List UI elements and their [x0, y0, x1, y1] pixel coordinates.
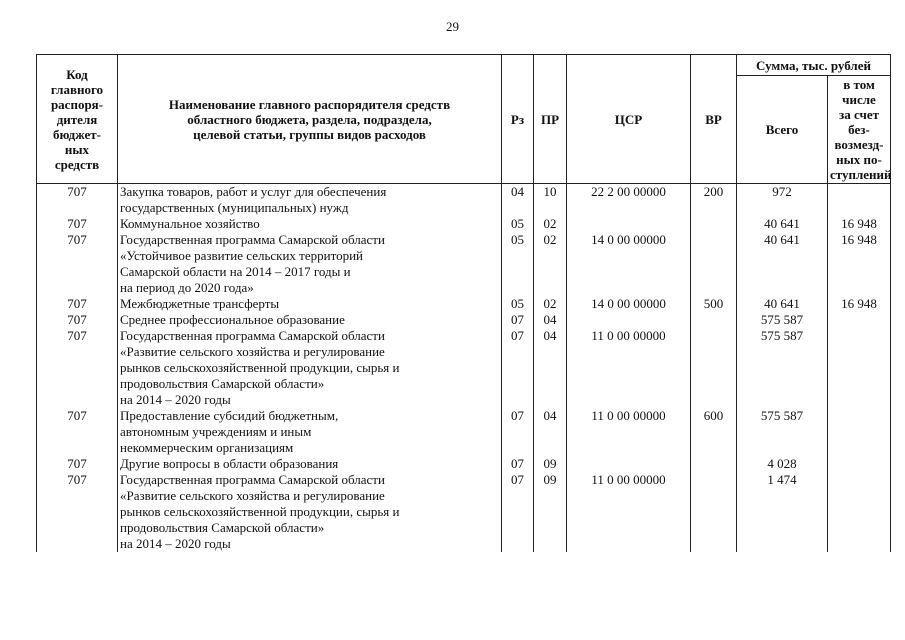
cell-pr: 04	[534, 312, 567, 328]
cell-rz: 07	[502, 328, 534, 408]
cell-grants	[828, 408, 891, 456]
table-row	[37, 408, 891, 456]
header-csr: ЦСР	[567, 55, 691, 184]
header-vr: ВР	[691, 55, 737, 184]
header-pr: ПР	[534, 55, 567, 184]
table-row	[37, 216, 891, 232]
cell-rz: 05	[502, 296, 534, 312]
cell-rz: 07	[502, 456, 534, 472]
cell-pr: 10	[534, 184, 567, 217]
cell-name-line: Предоставление субсидий бюджетным,	[120, 408, 339, 423]
header-sum: Сумма, тыс. рублей	[737, 55, 891, 76]
cell-name-line: на 2014 – 2020 годы	[120, 392, 231, 407]
cell-pr: 09	[534, 472, 567, 552]
cell-pr: 02	[534, 216, 567, 232]
cell-code: 707	[37, 312, 118, 328]
cell-vr	[691, 312, 737, 328]
cell-name	[118, 328, 502, 408]
cell-rz: 07	[502, 472, 534, 552]
cell-total: 972	[737, 184, 828, 217]
cell-name-line: Среднее профессиональное образование	[120, 312, 345, 327]
cell-total: 1 474	[737, 472, 828, 552]
cell-rz: 07	[502, 408, 534, 456]
cell-rz: 04	[502, 184, 534, 217]
cell-name-line: некоммерческим организациям	[120, 440, 294, 455]
cell-name	[118, 408, 502, 456]
header-name: Наименование главного распорядителя средств областного бюджета, раздела, подраздела, целевой статьи, группы видов расходов	[118, 55, 502, 184]
cell-name-line: Закупка товаров, работ и услуг для обеспечения	[120, 184, 387, 199]
cell-total: 4 028	[737, 456, 828, 472]
cell-name-line: государственных (муниципальных) нужд	[120, 200, 349, 215]
cell-csr	[567, 456, 691, 472]
cell-code: 707	[37, 328, 118, 408]
cell-pr: 02	[534, 296, 567, 312]
cell-vr	[691, 328, 737, 408]
cell-name-line: Государственная программа Самарской области	[120, 328, 385, 343]
cell-vr: 500	[691, 296, 737, 312]
cell-vr: 200	[691, 184, 737, 217]
cell-name-line: «Развитие сельского хозяйства и регулирование	[120, 488, 385, 503]
cell-vr	[691, 456, 737, 472]
cell-code: 707	[37, 296, 118, 312]
table-row	[37, 232, 891, 296]
cell-total: 40 641	[737, 216, 828, 232]
cell-name-line: продовольствия Самарской области»	[120, 520, 325, 535]
cell-grants: 16 948	[828, 296, 891, 312]
header-rz: Рз	[502, 55, 534, 184]
table-row	[37, 456, 891, 472]
cell-code: 707	[37, 408, 118, 456]
cell-vr	[691, 472, 737, 552]
budget-table	[36, 54, 891, 552]
cell-vr	[691, 232, 737, 296]
header-grants: в том числе за счет без- возмезд- ных по- ступлений	[828, 76, 891, 184]
cell-name-line: Самарской области на 2014 – 2017 годы и	[120, 264, 351, 279]
cell-code: 707	[37, 472, 118, 552]
cell-pr: 02	[534, 232, 567, 296]
cell-name-line: рынков сельскохозяйственной продукции, сырья и	[120, 360, 400, 375]
cell-csr	[567, 312, 691, 328]
cell-grants	[828, 456, 891, 472]
cell-name-line: Государственная программа Самарской области	[120, 472, 385, 487]
cell-grants: 16 948	[828, 216, 891, 232]
cell-vr: 600	[691, 408, 737, 456]
cell-name-line: рынков сельскохозяйственной продукции, сырья и	[120, 504, 400, 519]
cell-csr: 11 0 00 00000	[567, 408, 691, 456]
cell-name	[118, 296, 502, 312]
page-number: 29	[446, 19, 459, 34]
cell-rz: 05	[502, 216, 534, 232]
cell-total: 575 587	[737, 328, 828, 408]
cell-total: 575 587	[737, 312, 828, 328]
cell-total: 40 641	[737, 232, 828, 296]
cell-name-line: Другие вопросы в области образования	[120, 456, 339, 471]
cell-name	[118, 472, 502, 552]
table-row	[37, 312, 891, 328]
cell-csr	[567, 216, 691, 232]
cell-grants: 16 948	[828, 232, 891, 296]
cell-name-line: Государственная программа Самарской области	[120, 232, 385, 247]
table-body	[37, 184, 891, 553]
cell-total: 40 641	[737, 296, 828, 312]
cell-csr: 11 0 00 00000	[567, 472, 691, 552]
cell-name	[118, 456, 502, 472]
cell-pr: 04	[534, 328, 567, 408]
cell-pr: 09	[534, 456, 567, 472]
cell-grants	[828, 472, 891, 552]
cell-vr	[691, 216, 737, 232]
cell-csr: 14 0 00 00000	[567, 296, 691, 312]
cell-grants	[828, 184, 891, 217]
cell-name-line: Коммунальное хозяйство	[120, 216, 260, 231]
cell-name-line: Межбюджетные трансферты	[120, 296, 280, 311]
cell-total: 575 587	[737, 408, 828, 456]
cell-code: 707	[37, 456, 118, 472]
cell-name-line: «Развитие сельского хозяйства и регулирование	[120, 344, 385, 359]
cell-code: 707	[37, 216, 118, 232]
cell-name-line: «Устойчивое развитие сельских территорий	[120, 248, 364, 263]
cell-csr: 14 0 00 00000	[567, 232, 691, 296]
cell-code: 707	[37, 184, 118, 217]
cell-pr: 04	[534, 408, 567, 456]
table-row	[37, 328, 891, 408]
cell-name	[118, 232, 502, 296]
table-row	[37, 472, 891, 552]
cell-name	[118, 312, 502, 328]
cell-code: 707	[37, 232, 118, 296]
cell-name-line: продовольствия Самарской области»	[120, 376, 325, 391]
table-row	[37, 296, 891, 312]
header-total: Всего	[737, 76, 828, 184]
cell-csr: 11 0 00 00000	[567, 328, 691, 408]
cell-rz: 05	[502, 232, 534, 296]
table-row	[37, 184, 891, 217]
cell-grants	[828, 328, 891, 408]
cell-name-line: автономным учреждениям и иным	[120, 424, 312, 439]
header-code: Код главного распоря- дителя бюджет- ных средств	[37, 55, 118, 184]
cell-name	[118, 184, 502, 217]
cell-name-line: на 2014 – 2020 годы	[120, 536, 231, 551]
cell-grants	[828, 312, 891, 328]
cell-csr: 22 2 00 00000	[567, 184, 691, 217]
cell-name-line: на период до 2020 года»	[120, 280, 254, 295]
cell-rz: 07	[502, 312, 534, 328]
cell-name	[118, 216, 502, 232]
